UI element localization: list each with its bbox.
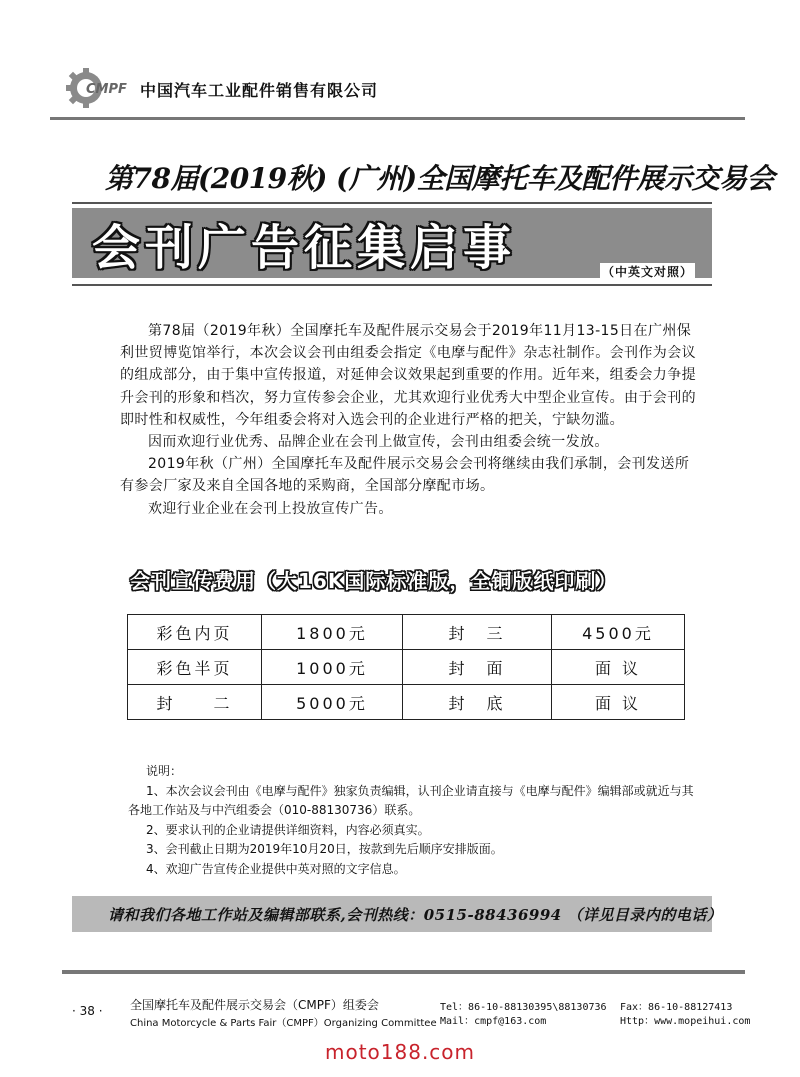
banner-title: 会刊广告征集启事 bbox=[92, 220, 517, 276]
footer-rule bbox=[62, 970, 745, 974]
intro-paragraph-3: 2019年秋（广州）全国摩托车及配件展示交易会会刊将继续由我们承制，会刊发送所有参会厂家及来自全国各地的采购商，全国部分摩配市场。 bbox=[120, 456, 690, 495]
intro-text bbox=[120, 320, 698, 520]
table-cell: 封 底 bbox=[403, 685, 552, 720]
site-watermark: moto188.com bbox=[324, 1040, 476, 1064]
banner-top-line bbox=[72, 202, 712, 204]
company-name: 中国汽车工业配件销售有限公司 bbox=[140, 81, 379, 100]
note-item-3: 3、会刊截止日期为2019年10月20日，按款到先后顺序安排版面。 bbox=[146, 842, 503, 856]
notes-title: 说明： bbox=[146, 764, 183, 778]
table-row bbox=[128, 685, 685, 720]
table-cell: 1000元 bbox=[262, 650, 403, 685]
contact-tel: Tel：86-10-88130395\88130736 bbox=[440, 1002, 607, 1013]
notes-section bbox=[128, 762, 708, 879]
exhibition-title: 第78届(2019秋) (广州)全国摩托车及配件展示交易会 bbox=[105, 162, 775, 195]
note-item-2: 2、要求认刊的企业请提供详细资料，内容必须真实。 bbox=[146, 822, 430, 837]
note-item-1: 1、本次会议会刊由《电摩与配件》独家负责编辑，认刊企业请直接与《电摩与配件》编辑部或就近与其 bbox=[146, 783, 694, 798]
table-cell: 封 面 bbox=[403, 650, 552, 685]
banner-bottom-line bbox=[72, 284, 712, 286]
contact-mail: Mail：cmpf@163.com bbox=[440, 1016, 547, 1027]
header-rule bbox=[50, 117, 745, 120]
table-cell: 1800元 bbox=[262, 615, 403, 650]
organizer-english: China Motorcycle & Parts Fair（CMPF）Organizing Committee bbox=[130, 1018, 437, 1029]
pricing-table bbox=[127, 614, 685, 720]
intro-paragraph-2: 因而欢迎行业优秀、品牌企业在会刊上做宣传，会刊由组委会统一发放。 bbox=[148, 434, 609, 451]
table-cell: 彩色半页 bbox=[128, 650, 262, 685]
contact-fax: Fax：86-10-88127413 bbox=[620, 1002, 733, 1013]
intro-paragraph-1: 第78届（2019年秋）全国摩托车及配件展示交易会于2019年11月13-15日在广州保利世贸博览馆举行，本次会议会刊由组委会指定《电摩与配件》杂志社制作。会刊作为会议的组成部分，由于集中宣传报道，对延伸会议效果起到重要的作用。近年来，组委会力争提升会刊的形象和档次，努力宣传参会企业，尤其欢迎行业优秀大中型企业宣传。由于会刊的即时性和权威性，今年组委会将对入选会刊的企业进行严格的把关，宁缺勿滥。 bbox=[120, 323, 696, 428]
hotline-text: 请和我们各地工作站及编辑部联系,会刊热线：0515-88436994 （详见目录内的电话） bbox=[108, 906, 723, 924]
page-number: · 38 · bbox=[72, 1004, 103, 1018]
note-item-4: 4、欢迎广告宣传企业提供中英对照的文字信息。 bbox=[146, 861, 406, 876]
svg-text:CMPF: CMPF bbox=[86, 82, 127, 97]
table-row bbox=[128, 615, 685, 650]
table-cell: 封 三 bbox=[403, 615, 552, 650]
banner-subtitle: （中英文对照） bbox=[602, 265, 694, 279]
intro-paragraph-4: 欢迎行业企业在会刊上投放宣传广告。 bbox=[148, 500, 393, 517]
pricing-heading: 会刊宣传费用（大16K国际标准版，全铜版纸印刷） bbox=[130, 569, 618, 593]
table-cell: 封 二 bbox=[128, 685, 262, 720]
table-cell: 5000元 bbox=[262, 685, 403, 720]
organizer-chinese: 全国摩托车及配件展示交易会（CMPF）组委会 bbox=[130, 998, 379, 1012]
table-cell: 彩色内页 bbox=[128, 615, 262, 650]
table-cell: 4500元 bbox=[552, 615, 685, 650]
note-item-1-continued: 各地工作站及与中汽组委会（010-88130736）联系。 bbox=[128, 803, 421, 817]
contact-website: Http：www.mopeihui.com bbox=[620, 1016, 751, 1027]
cmpf-gear-logo bbox=[62, 66, 142, 110]
table-cell: 面 议 bbox=[552, 685, 685, 720]
table-row bbox=[128, 650, 685, 685]
table-cell: 面 议 bbox=[552, 650, 685, 685]
